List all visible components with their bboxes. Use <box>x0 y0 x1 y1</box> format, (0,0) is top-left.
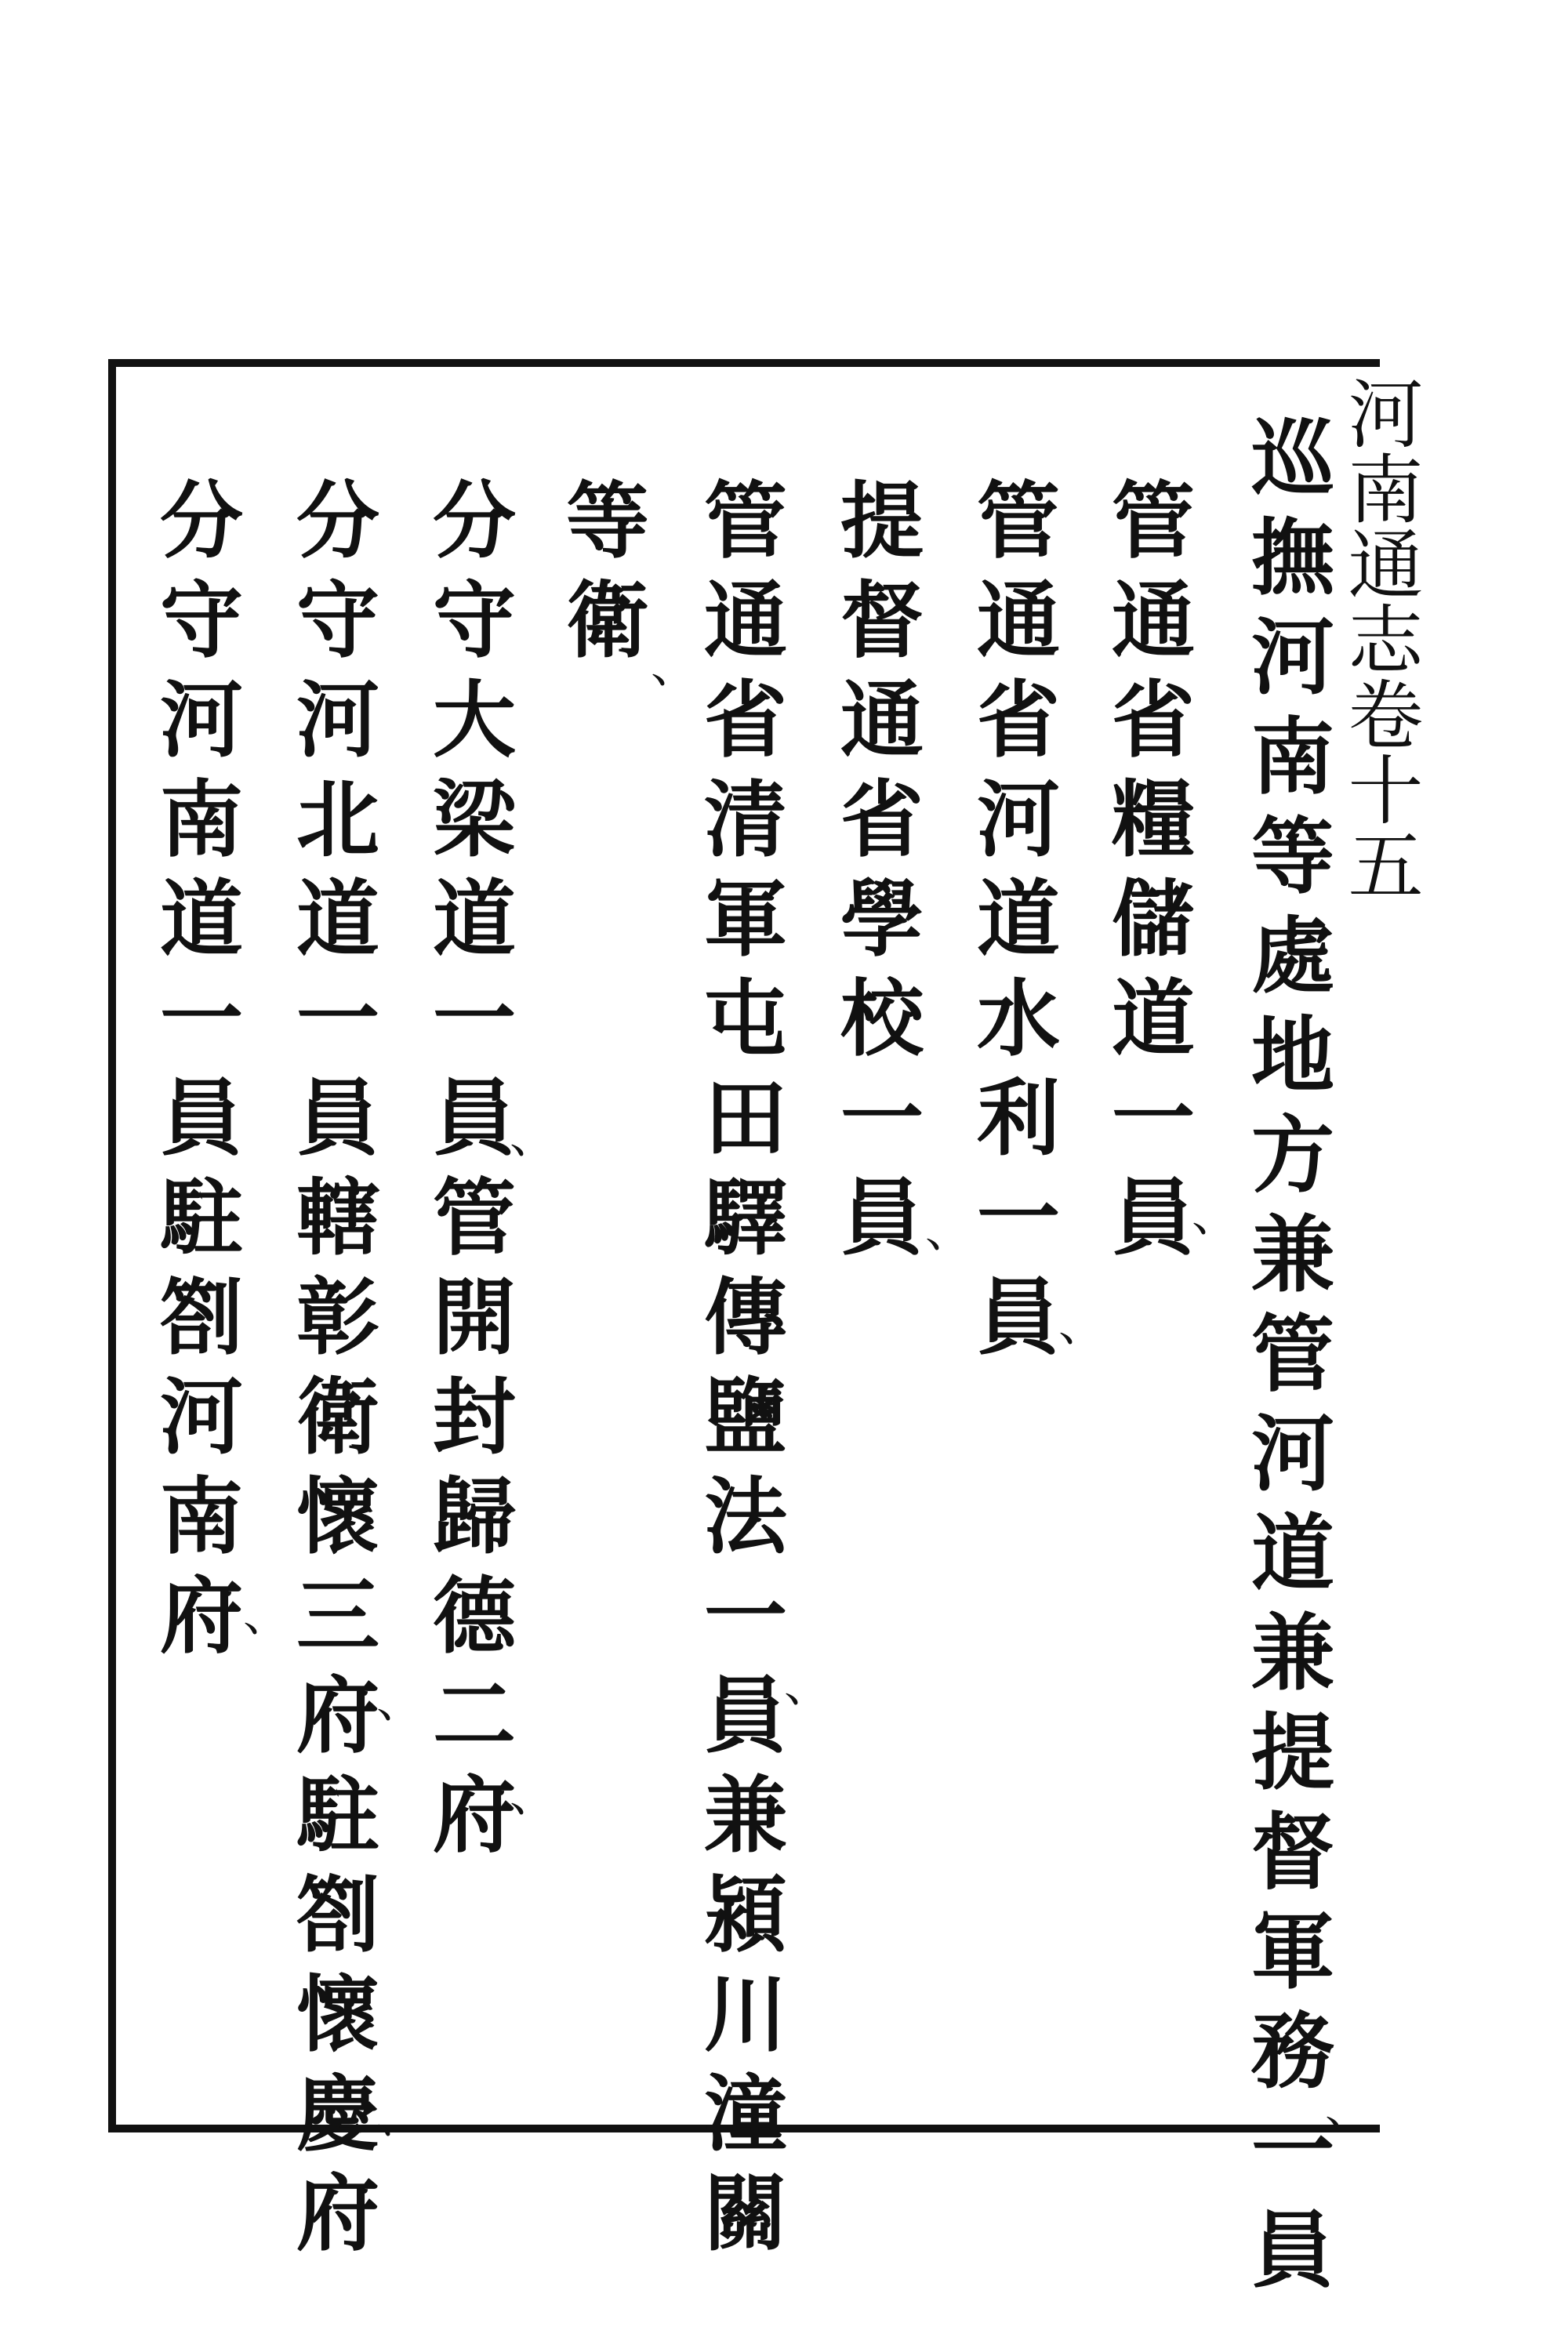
reading-mark: 、 <box>510 1109 557 1164</box>
text-column-4: 提督通省學校一員 <box>827 477 925 1273</box>
reading-mark: 、 <box>651 639 698 694</box>
text-column-1: 巡撫河南等處地方兼管河道兼提督軍務一員 <box>1238 414 1336 2306</box>
text-column-6: 等衛 <box>553 477 651 676</box>
reading-mark: 、 <box>376 1674 423 1729</box>
reading-mark: 、 <box>1325 2082 1372 2136</box>
reading-mark: 、 <box>1058 1298 1105 1352</box>
page-header-column <box>1336 375 1424 1080</box>
text-column-2: 管通省糧儲道一員 <box>1098 477 1196 1273</box>
page-header-title: 河南通志卷十五 <box>1336 375 1424 902</box>
text-column-3: 管通省河道水利一員 <box>964 477 1062 1373</box>
reading-mark: 、 <box>243 1588 290 1642</box>
reading-mark: 、 <box>1192 1188 1239 1243</box>
reading-mark: 、 <box>784 1658 831 1713</box>
text-column-8: 分守河北道一員轄彰衛懷三府駐劄懷慶府 <box>283 477 381 2269</box>
text-column-5: 管通省清軍屯田驛傳鹽法一員兼潁川潼關 <box>691 477 789 2269</box>
text-column-9: 分守河南道一員駐劄河南府 <box>147 477 245 1671</box>
text-column-7: 分守大梁道一員管開封歸德二府 <box>419 477 517 1871</box>
reading-mark: 、 <box>376 2089 423 2144</box>
reading-mark: 、 <box>510 1768 557 1823</box>
reading-mark: 、 <box>925 1203 972 1258</box>
